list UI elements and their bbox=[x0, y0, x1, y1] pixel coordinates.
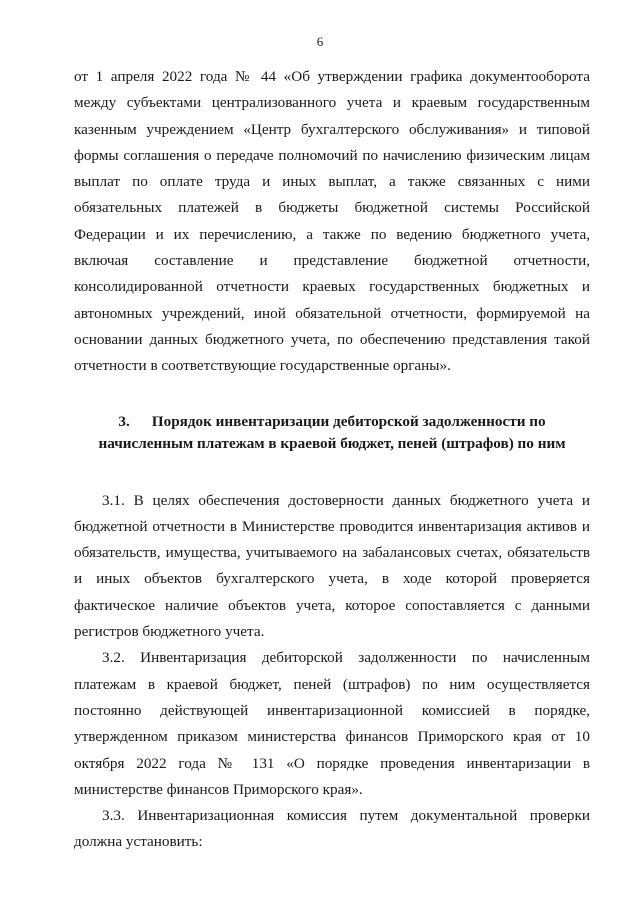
intro-paragraph: от 1 апреля 2022 года № 44 «Об утверждении графика документооборота между субъектами централизованного учета и краевым государственным казенным учреждением «Центр бухгалтерского обслуживания» и типовой формы соглашения о передаче полномочий по начислению физическим лицам выплат по оплате труда и иных выплат, а также связанных с ними обязательных платежей в бюджеты бюджетной системы Российской Федерации и их перечислению, а также по ведению бюджетного учета, включая составление и представление бюджетной отчетности, консолидированной отчетности краевых государственных бюджетных и автономных учреждений, иной обязательной отчетности, формируемой на основании данных бюджетного учета, по обеспечению представления такой отчетности в соответствующие государственные органы». bbox=[74, 68, 590, 375]
section-number: 3. bbox=[118, 412, 130, 430]
section-title-line-1: Порядок инвентаризации дебиторской задолженности по bbox=[151, 412, 546, 430]
section-heading bbox=[74, 411, 590, 455]
section-heading-line-1 bbox=[74, 411, 590, 433]
section-title-line-2: начисленным платежам в краевой бюджет, пеней (штрафов) по ним bbox=[98, 434, 566, 452]
paragraph-3-3: 3.3. Инвентаризационная комиссия путем документальной проверки должна установить: bbox=[74, 807, 590, 851]
paragraph-3-2: 3.2. Инвентаризация дебиторской задолженности по начисленным платежам в краевой бюджет, пеней (штрафов) по ним осуществляется постоянно действующей инвентаризационной комиссией в порядке, утвержденном приказом министерства финансов Приморского края от 10 октября 2022 года № 131 «О порядке проведения инвентаризации в министерстве финансов Приморского края». bbox=[74, 649, 590, 798]
paragraph-3-1: 3.1. В целях обеспечения достоверности данных бюджетного учета и бюджетной отчетности в Министерстве проводится инвентаризация активов и обязательств, имущества, учитываемого на забалансовых счетах, обязательств и иных объектов бухгалтерского учета, в ходе которой проверяется фактическое наличие объектов учета, которое сопоставляется с данными регистров бюджетного учета. bbox=[74, 491, 590, 641]
page-number: 6 bbox=[316, 34, 324, 49]
document-body bbox=[74, 64, 590, 856]
